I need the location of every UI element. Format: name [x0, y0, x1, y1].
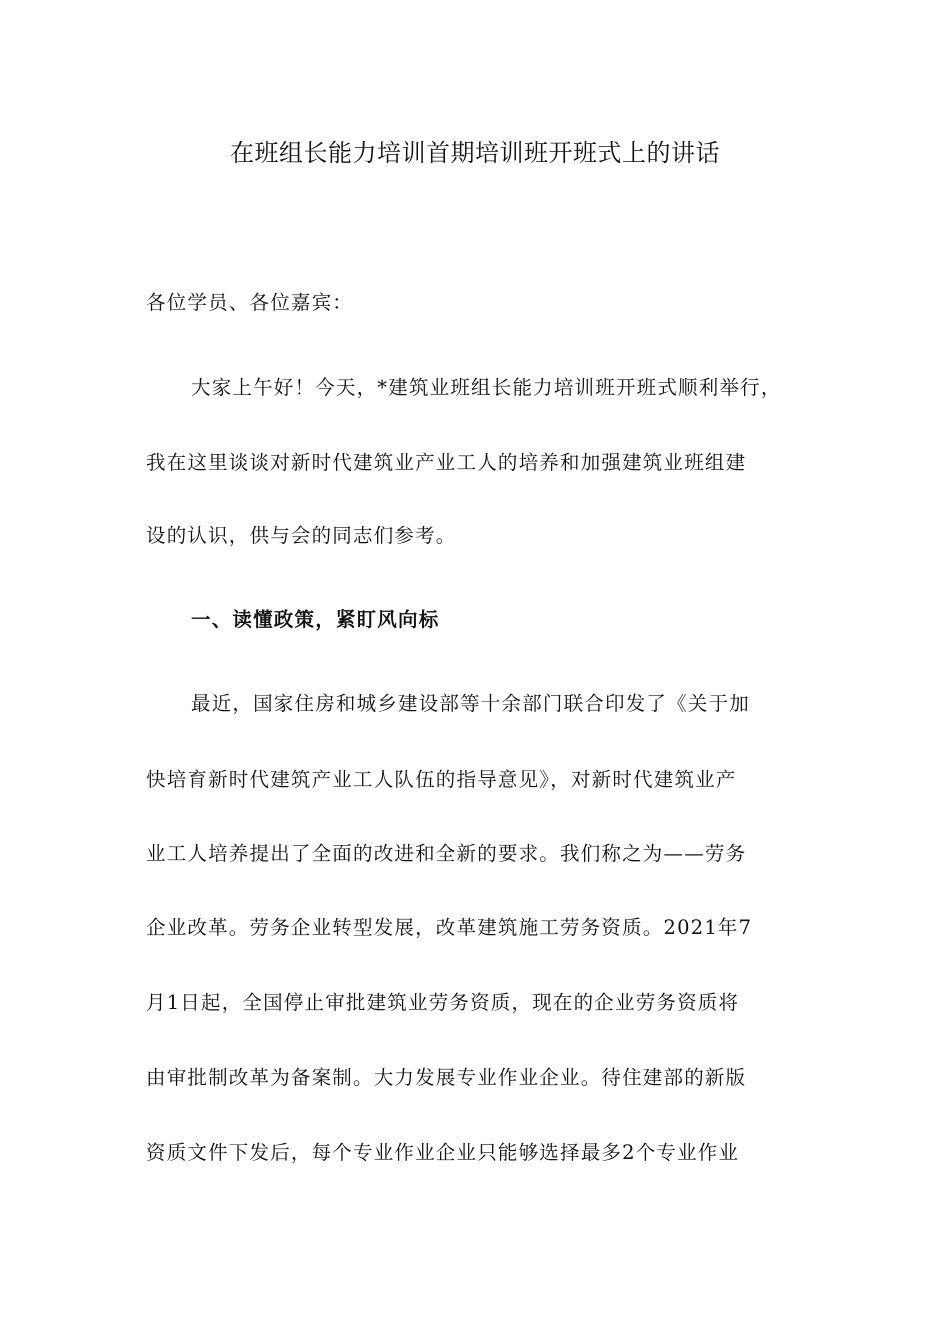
paragraph-line: 业工人培养提出了全面的改进和全新的要求。我们称之为——劳务	[146, 842, 747, 865]
paragraph-line: 大家上午好！今天，*建筑业班组长能力培训班开班式顺利举行，	[191, 376, 782, 399]
paragraph-line: 我在这里谈谈对新时代建筑业产业工人的培养和加强建筑业班组建	[146, 451, 747, 474]
paragraph-line: 快培育新时代建筑产业工人队伍的指导意见》，对新时代建筑业产	[146, 768, 737, 791]
paragraph-line: 企业改革。劳务企业转型发展，改革建筑施工劳务资质。2021年7	[146, 916, 753, 939]
paragraph-line: 资质文件下发后，每个专业作业企业只能够选择最多2个专业作业	[146, 1141, 740, 1164]
section-heading: 一、读懂政策，紧盯风向标	[191, 608, 440, 631]
paragraph-line: 最近，国家住房和城乡建设部等十余部门联合印发了《关于加	[191, 692, 750, 715]
salutation: 各位学员、各位嘉宾：	[146, 291, 354, 314]
paragraph-line: 月1日起，全国停止审批建筑业劳务资质，现在的企业劳务资质将	[146, 991, 740, 1014]
document-title: 在班组长能力培训首期培训班开班式上的讲话	[230, 139, 720, 167]
paragraph-line: 由审批制改革为备案制。大力发展专业作业企业。待住建部的新版	[146, 1066, 747, 1089]
paragraph-line: 设的认识，供与会的同志们参考。	[146, 524, 457, 547]
